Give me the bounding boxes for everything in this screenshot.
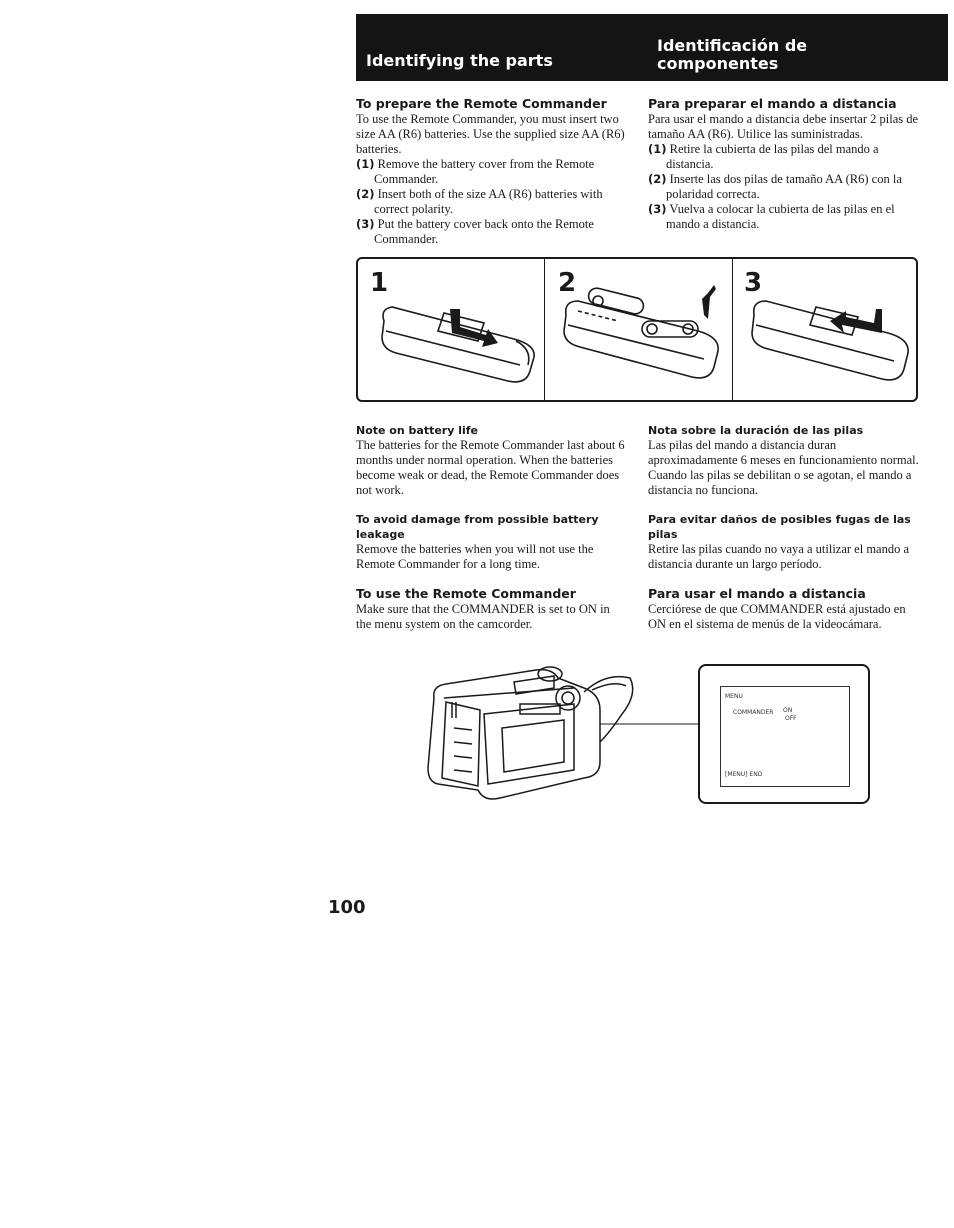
en-step-2-text: Insert both of the size AA (R6) batteries with correct polarity. xyxy=(374,187,603,216)
page-number: 100 xyxy=(328,897,366,918)
en-prepare-heading: To prepare the Remote Commander xyxy=(356,96,607,111)
en-prepare-section xyxy=(356,96,628,247)
section-title-es: Identificación de componentes xyxy=(657,36,808,73)
en-step-3-num: (3) xyxy=(356,217,375,231)
es-note-text: Las pilas del mando a distancia duran aproximadamente 6 meses en funcionamiento normal. Cuando las pilas se debilitan o se agotan, el mando a distancia no funciona. xyxy=(648,438,919,497)
panel-number-2: 2 xyxy=(558,268,577,298)
camcorder-illustration xyxy=(424,658,704,808)
menu-screen xyxy=(720,686,850,787)
es-step-1-text: Retire la cubierta de las pilas del mando a distancia. xyxy=(666,142,879,171)
en-avoid-text: Remove the batteries when you will not use the Remote Commander for a long time. xyxy=(356,542,594,571)
es-step-1-num: (1) xyxy=(648,142,667,156)
es-step-1 xyxy=(648,142,920,172)
menu-title: MENU xyxy=(725,693,743,700)
remote-cover-replacement-image xyxy=(746,281,916,391)
menu-commander-on: ON xyxy=(783,707,793,714)
en-notes-section xyxy=(356,423,628,632)
en-step-1-text: Remove the battery cover from the Remote Commander. xyxy=(374,157,595,186)
section-title-en: Identifying the parts xyxy=(366,51,553,70)
menu-commander-label: COMMANDER xyxy=(733,709,774,716)
es-prepare-heading: Para preparar el mando a distancia xyxy=(648,96,897,111)
es-avoid-text: Retire las pilas cuando no vaya a utilizar el mando a distancia durante un largo período. xyxy=(648,542,910,571)
remote-cover-removal-image xyxy=(374,281,542,391)
es-use-heading: Para usar el mando a distancia xyxy=(648,586,866,601)
es-step-3-text: Vuelva a colocar la cubierta de las pilas en el mando a distancia. xyxy=(666,202,895,231)
es-step-3 xyxy=(648,202,920,232)
panel-divider xyxy=(732,259,733,400)
es-step-2-text: Inserte las dos pilas de tamaño AA (R6) con la polaridad correcta. xyxy=(666,172,902,201)
menu-screen-diagram xyxy=(698,664,870,804)
es-step-2 xyxy=(648,172,920,202)
es-use-text: Cerciórese de que COMMANDER está ajustado en ON en el sistema de menús de la videocámara. xyxy=(648,602,906,631)
battery-illustration xyxy=(356,257,918,402)
es-prepare-section xyxy=(648,96,920,232)
en-note-heading: Note on battery life xyxy=(356,424,479,437)
panel-number-1: 1 xyxy=(370,268,389,298)
en-step-2 xyxy=(356,187,628,217)
en-step-3-text: Put the battery cover back onto the Remote Commander. xyxy=(374,217,594,246)
en-step-1-num: (1) xyxy=(356,157,375,171)
es-note-heading: Nota sobre la duración de las pilas xyxy=(648,424,864,437)
en-prepare-intro: To use the Remote Commander, you must insert two size AA (R6) batteries. Use the supplied size AA (R6) batteries. xyxy=(356,112,625,156)
en-use-heading: To use the Remote Commander xyxy=(356,586,576,601)
panel-divider xyxy=(544,259,545,400)
es-notes-section xyxy=(648,423,920,632)
en-avoid-heading: To avoid damage from possible battery leakage xyxy=(356,513,599,541)
en-step-2-num: (2) xyxy=(356,187,375,201)
panel-number-3: 3 xyxy=(744,268,763,298)
es-step-2-num: (2) xyxy=(648,172,667,186)
es-step-3-num: (3) xyxy=(648,202,667,216)
en-note-text: The batteries for the Remote Commander last about 6 months under normal operation. When the batteries become weak or dead, the Remote Commander does not work. xyxy=(356,438,625,497)
en-step-3 xyxy=(356,217,628,247)
menu-commander-off: OFF xyxy=(785,715,797,722)
menu-footer: [MENU] END xyxy=(725,771,763,778)
en-step-1 xyxy=(356,157,628,187)
battery-insertion-image xyxy=(558,281,730,391)
es-avoid-heading: Para evitar daños de posibles fugas de las pilas xyxy=(648,513,911,541)
es-prepare-intro: Para usar el mando a distancia debe insertar 2 pilas de tamaño AA (R6). Utilice las suministradas. xyxy=(648,112,919,141)
en-use-text: Make sure that the COMMANDER is set to ON in the menu system on the camcorder. xyxy=(356,602,610,631)
